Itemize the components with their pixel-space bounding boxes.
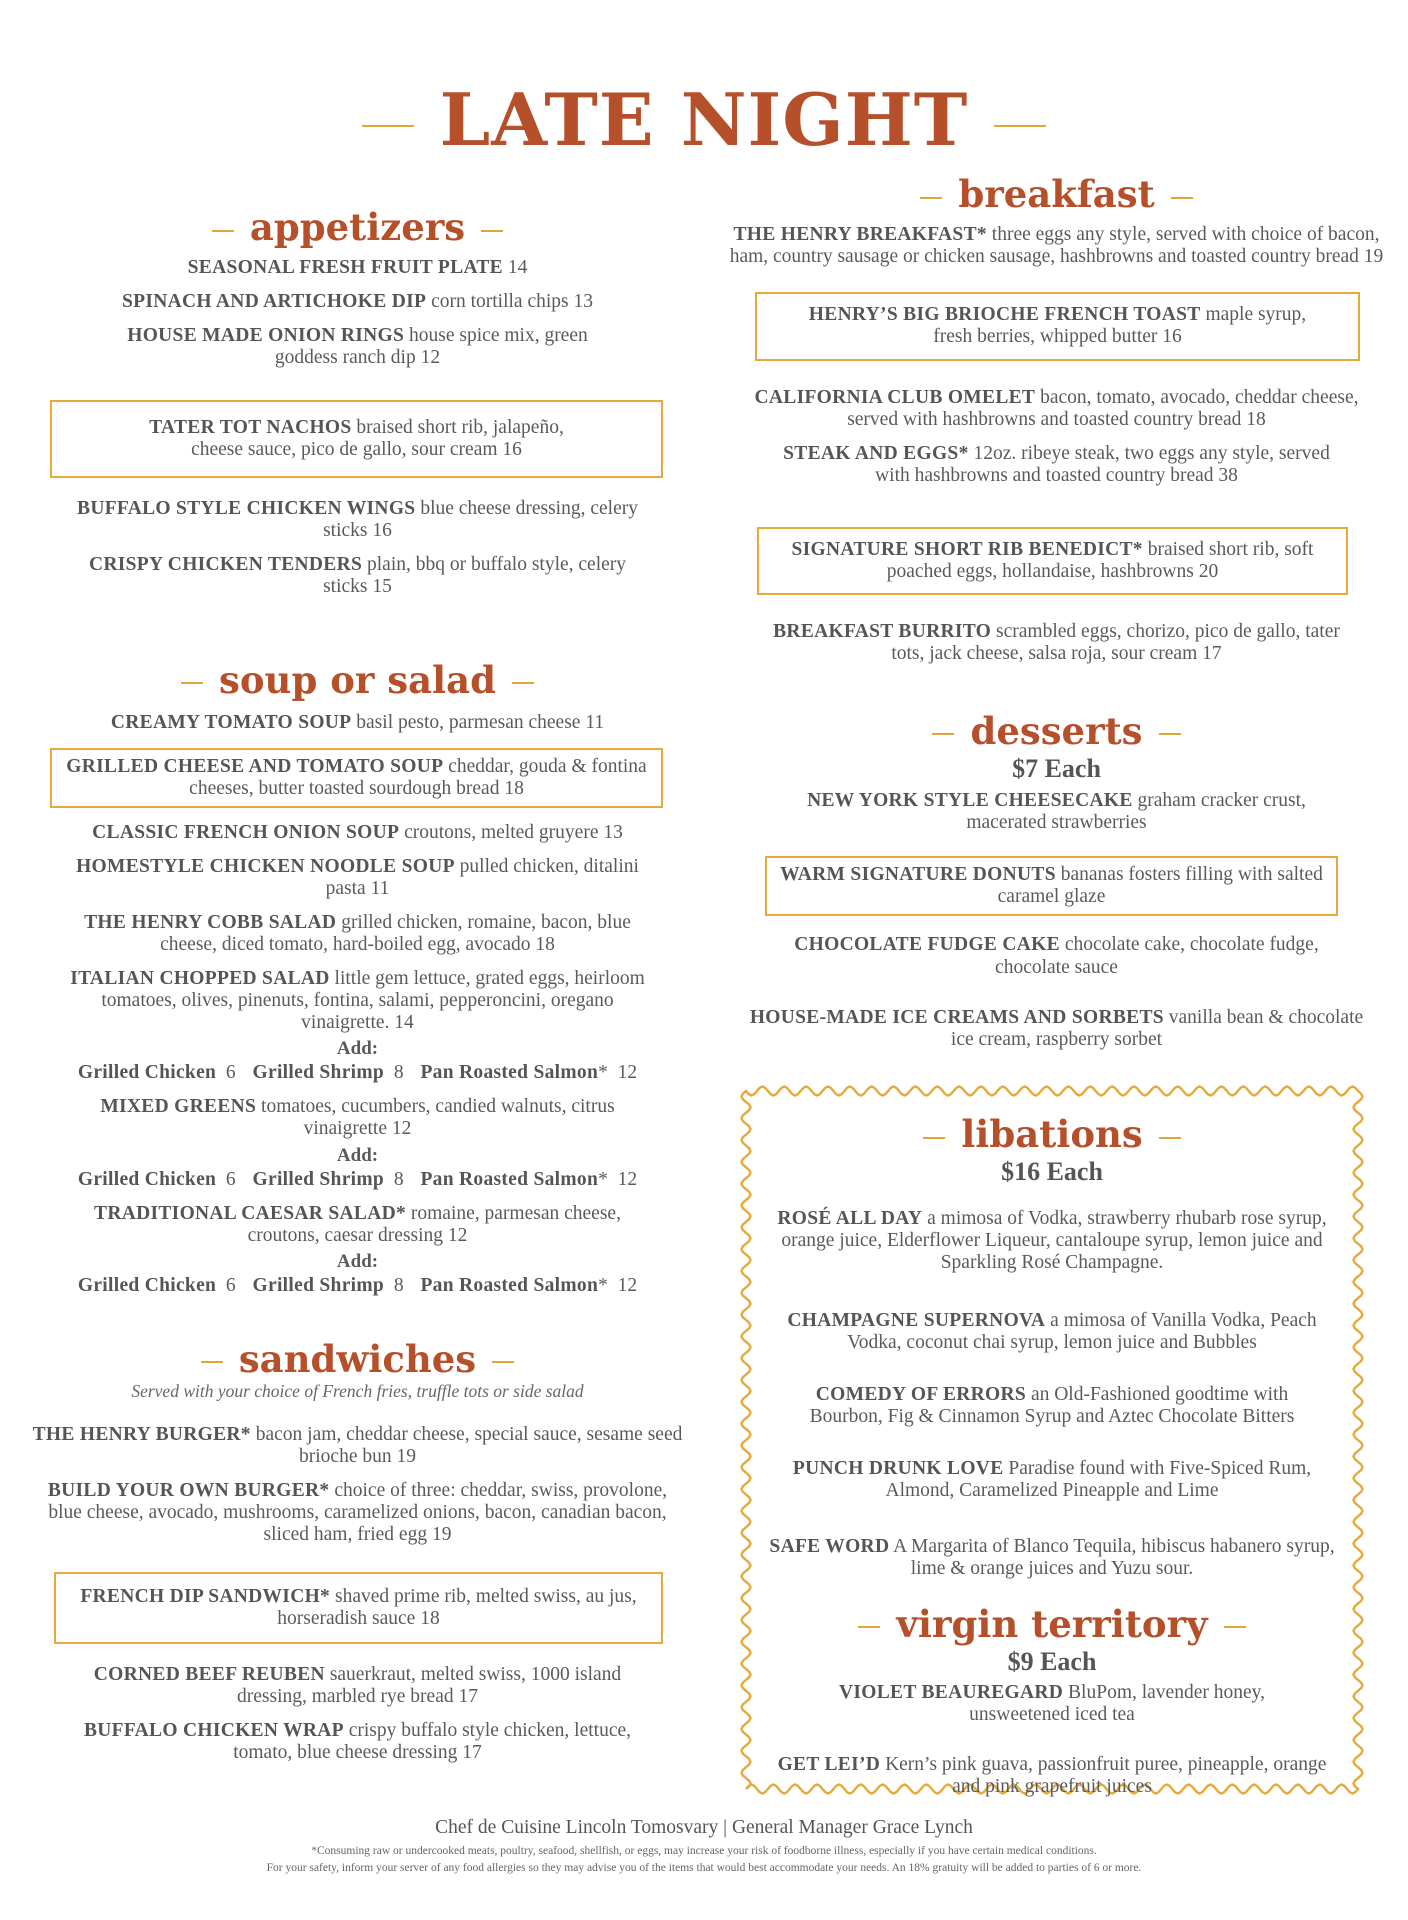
item-name: COMEDY OF ERRORS [815,1383,1027,1405]
menu-item [30,325,685,369]
drink-item [762,1536,1342,1580]
item-desc: corn tortilla chips 13 [431,291,594,313]
item-desc: 12oz. ribeye steak, two eggs any style, served with hashbrowns and toasted country bread 38 [875,442,1330,486]
heading-dash [492,1361,514,1363]
item-desc: blue cheese dressing, celery sticks 16 [323,497,638,541]
option-name: Grilled Shrimp [252,1274,385,1296]
heading-dash [1159,1137,1181,1139]
footer-credits: Chef de Cuisine Lincoln Tomosvary | General Manager Grace Lynch [435,1817,973,1838]
option-price: 6 [225,1274,236,1296]
heading-text: appetizers [249,205,466,249]
footer-disclaimer-1: *Consuming raw or undercooked meats, poultry, seafood, shellfish, or eggs, may increase your risk of foodborne illness, especially if you have certain medical conditions. [311,1845,1097,1857]
menu-item [725,934,1388,978]
item-name: WARM SIGNATURE DONUTS [780,864,1056,886]
item-desc: tomatoes, cucumbers, candied walnuts, citrus vinaigrette 12 [261,1096,615,1140]
option-name: Grilled Chicken [77,1274,217,1296]
menu-item [725,224,1388,268]
item-desc: bacon jam, cheddar cheese, special sauce, sesame seed brioche bun 19 [255,1423,683,1467]
option-price: 6 [225,1168,236,1190]
item-desc: vanilla bean & chocolate ice cream, raspberry sorbet [950,1006,1364,1050]
menu-item [30,554,685,598]
item-name: BREAKFAST BURRITO [773,620,992,642]
menu-item [725,621,1388,665]
item-name: NEW YORK STYLE CHEESECAKE [807,790,1133,812]
drink-item [762,1458,1342,1502]
option-name: Grilled Chicken [77,1062,217,1084]
option-name: Pan Roasted Salmon [420,1062,599,1084]
option-price: 12 [617,1274,638,1296]
item-name: SAFE WORD [769,1535,890,1557]
item-name: HOUSE MADE ONION RINGS [127,325,405,347]
add-label: Add: [336,1144,379,1166]
item-desc: chocolate cake, chocolate fudge, chocolate sauce [995,934,1319,978]
desserts-heading [725,709,1388,753]
option-price: 6 [225,1062,236,1084]
featured-menu-item [50,400,663,478]
add-option [78,1062,236,1083]
item-name: HOMESTYLE CHICKEN NOODLE SOUP [76,856,455,878]
item-desc: little gem lettuce, grated eggs, heirloom tomatoes, olives, pinenuts, fontina, salami, pepperoncini, oregano vinaigrette. 14 [101,968,645,1034]
item-name: TATER TOT NACHOS [149,416,352,438]
item-name: BUFFALO CHICKEN WRAP [83,1720,344,1742]
menu-item [30,912,685,956]
right-column [725,172,1388,1063]
menu-item [30,1424,685,1468]
item-name: CREAMY TOMATO SOUP [110,712,352,734]
item-name: SIGNATURE SHORT RIB BENEDICT* [791,538,1143,560]
heading-dash [201,1361,223,1363]
heading-text: libations [961,1112,1143,1156]
menu-item [30,1203,685,1247]
item-name: BUILD YOUR OWN BURGER* [47,1480,330,1502]
option-name: Grilled Chicken [77,1168,217,1190]
item-name: ROSÉ ALL DAY [777,1207,923,1229]
libations-price: $16 Each [1001,1157,1103,1187]
title-text: LATE NIGHT [439,77,969,162]
featured-menu-item [757,527,1348,595]
featured-menu-item [765,856,1338,916]
menu-item [30,712,685,734]
item-desc: cheddar, gouda & fontina cheeses, butter toasted sourdough bread 18 [189,756,647,800]
item-desc: braised short rib, jalapeño, cheese sauce, pico de gallo, sour cream 16 [191,416,564,460]
title-dash-left [362,125,414,127]
drink-item [762,1384,1342,1428]
item-name: GRILLED CHEESE AND TOMATO SOUP [66,756,444,778]
breakfast-heading [725,172,1388,216]
add-option [253,1062,404,1083]
option-mark: * [598,1062,608,1084]
add-option [253,1169,404,1190]
item-desc: 14 [507,257,528,279]
heading-dash [481,230,503,232]
menu-item [30,968,685,1034]
footer-disclaimer-2: For your safety, inform your server of any food allergies so they may advise you of the items that would best accommodate your needs. An 18% gratuity will be added to parties of 6 or more. [266,1861,1142,1874]
heading-dash [1159,733,1181,735]
option-price: 8 [393,1168,404,1190]
desserts-price: $7 Each [1012,754,1101,784]
item-desc: a mimosa of Vanilla Vodka, Peach Vodka, coconut chai syrup, lemon juice and Bubbles [847,1309,1317,1353]
item-name: SPINACH AND ARTICHOKE DIP [121,291,427,313]
item-name: GET LEI’D [777,1753,881,1775]
option-name: Pan Roasted Salmon [420,1274,599,1296]
item-name: CHOCOLATE FUDGE CAKE [794,934,1060,956]
add-option [253,1275,404,1296]
item-name: CORNED BEEF REUBEN [93,1664,325,1686]
item-desc: pulled chicken, ditalini pasta 11 [325,856,639,900]
drink-item [762,1754,1342,1798]
drinks-section [762,1112,1342,1810]
item-desc: romaine, parmesan cheese, croutons, caesar dressing 12 [247,1202,621,1246]
heading-text: desserts [970,708,1143,753]
option-price: 12 [617,1168,638,1190]
add-options-row [30,1062,685,1084]
title-dash-right [994,125,1046,127]
item-name: CALIFORNIA CLUB OMELET [754,386,1036,408]
item-desc: Kern’s pink guava, passionfruit puree, pineapple, orange and pink grapefruit juices [885,1753,1327,1797]
item-desc: maple syrup, fresh berries, whipped butter 16 [933,304,1307,348]
item-desc: graham cracker crust, macerated strawberries [966,790,1306,834]
left-column [30,205,685,1776]
add-option [420,1275,637,1296]
footer [0,1817,1408,1876]
item-name: THE HENRY BREAKFAST* [733,224,987,246]
menu-item [725,1007,1388,1051]
drink-item [762,1310,1342,1354]
menu-item [725,790,1388,834]
item-desc: a mimosa of Vodka, strawberry rhubarb rose syrup, orange juice, Elderflower Liqueur, cantaloupe syrup, lemon juice and Sparkling Rosé Champagne. [781,1207,1327,1273]
menu-item [30,1664,685,1708]
heading-dash [1224,1626,1246,1628]
item-name: THE HENRY COBB SALAD [84,912,337,934]
virgin-territory-heading [762,1602,1342,1646]
option-price: 8 [393,1062,404,1084]
menu-item [30,822,685,844]
heading-text: virgin territory [896,1601,1208,1646]
option-price: 12 [617,1062,638,1084]
item-name: HENRY’S BIG BRIOCHE FRENCH TOAST [808,304,1201,326]
heading-text: soup or salad [219,657,496,702]
item-desc: plain, bbq or buffalo style, celery sticks 15 [323,553,627,597]
heading-dash [923,1137,945,1139]
menu-item [725,443,1388,487]
featured-menu-item [755,292,1360,360]
item-name: FRENCH DIP SANDWICH* [80,1586,331,1608]
add-option [420,1169,637,1190]
add-option [78,1169,236,1190]
menu-item [30,1096,685,1140]
heading-text: sandwiches [238,1336,477,1381]
heading-dash [932,733,954,735]
page-title [0,77,1408,162]
add-options-row [30,1275,685,1297]
appetizers-heading [30,205,685,249]
sandwiches-note: Served with your choice of French fries, truffle tots or side salad [131,1380,584,1401]
item-desc: sauerkraut, melted swiss, 1000 island dressing, marbled rye bread 17 [237,1664,622,1708]
add-label: Add: [336,1250,379,1272]
heading-dash [858,1626,880,1628]
soup-salad-heading [30,658,685,702]
featured-menu-item [50,748,663,808]
item-desc: braised short rib, soft poached eggs, hollandaise, hashbrowns 20 [886,538,1314,582]
drink-item [762,1682,1342,1726]
item-desc: bacon, tomato, avocado, cheddar cheese, served with hashbrowns and toasted country bread 18 [847,386,1359,430]
item-desc: bananas fosters filling with salted caramel glaze [997,864,1323,908]
item-name: SEASONAL FRESH FRUIT PLATE [187,257,503,279]
item-desc: Paradise found with Five-Spiced Rum, Almond, Caramelized Pineapple and Lime [885,1457,1312,1501]
item-name: TRADITIONAL CAESAR SALAD* [94,1202,407,1224]
item-desc: an Old-Fashioned goodtime with Bourbon, Fig & Cinnamon Syrup and Aztec Chocolate Bitters [809,1383,1295,1427]
heading-text: breakfast [958,172,1155,216]
item-name: BUFFALO STYLE CHICKEN WINGS [77,497,416,519]
item-desc: choice of three: cheddar, swiss, provolone, blue cheese, avocado, mushrooms, caramelized onions, bacon, canadian bacon, sliced ham, fried egg 19 [48,1480,668,1546]
item-desc: three eggs any style, served with choice of bacon, ham, country sausage or chicken sausage, hashbrowns and toasted country bread 19 [729,224,1384,268]
add-option [420,1062,637,1083]
item-name: THE HENRY BURGER* [32,1423,251,1445]
heading-dash [1171,197,1193,199]
menu-item [30,856,685,900]
item-name: CLASSIC FRENCH ONION SOUP [92,822,400,844]
item-name: MIXED GREENS [100,1096,257,1118]
add-options-row [30,1169,685,1191]
menu-item [30,291,685,313]
option-name: Pan Roasted Salmon [420,1168,599,1190]
item-desc: basil pesto, parmesan cheese 11 [356,712,605,734]
menu-item [30,257,685,279]
option-mark: * [598,1168,608,1190]
menu-item [30,1720,685,1764]
add-label: Add: [336,1038,379,1060]
virgin-territory-price: $9 Each [1007,1647,1097,1677]
libations-heading [762,1112,1342,1156]
item-desc: BluPom, lavender honey, unsweetened iced tea [969,1681,1265,1725]
option-mark: * [598,1274,608,1296]
drink-item [762,1208,1342,1274]
option-price: 8 [393,1274,404,1296]
item-name: ITALIAN CHOPPED SALAD [70,968,330,990]
item-name: CHAMPAGNE SUPERNOVA [787,1309,1046,1331]
option-name: Grilled Shrimp [252,1168,385,1190]
item-desc: grilled chicken, romaine, bacon, blue cheese, diced tomato, hard-boiled egg, avocado 18 [160,912,631,956]
heading-dash [212,230,234,232]
item-desc: A Margarita of Blanco Tequila, hibiscus habanero syrup, lime & orange juices and Yuzu sour. [893,1535,1335,1579]
menu-item [30,498,685,542]
heading-dash [512,682,534,684]
menu-item [725,387,1388,431]
item-desc: shaved prime rib, melted swiss, au jus, horseradish sauce 18 [277,1586,637,1630]
featured-menu-item [54,1572,663,1644]
add-option [78,1275,236,1296]
item-name: CRISPY CHICKEN TENDERS [88,553,363,575]
item-desc: croutons, melted gruyere 13 [404,822,623,844]
item-desc: house spice mix, green goddess ranch dip 12 [274,325,588,369]
heading-dash [181,682,203,684]
item-desc: crispy buffalo style chicken, lettuce, tomato, blue cheese dressing 17 [233,1720,632,1764]
option-name: Grilled Shrimp [252,1062,385,1084]
item-name: STEAK AND EGGS* [783,442,969,464]
item-desc: scrambled eggs, chorizo, pico de gallo, tater tots, jack cheese, salsa roja, sour cream 17 [891,620,1340,664]
menu-item [30,1480,685,1546]
item-name: HOUSE-MADE ICE CREAMS AND SORBETS [749,1006,1164,1028]
item-name: PUNCH DRUNK LOVE [792,1457,1004,1479]
sandwiches-heading [30,1337,685,1381]
item-name: VIOLET BEAUREGARD [839,1681,1064,1703]
heading-dash [920,197,942,199]
